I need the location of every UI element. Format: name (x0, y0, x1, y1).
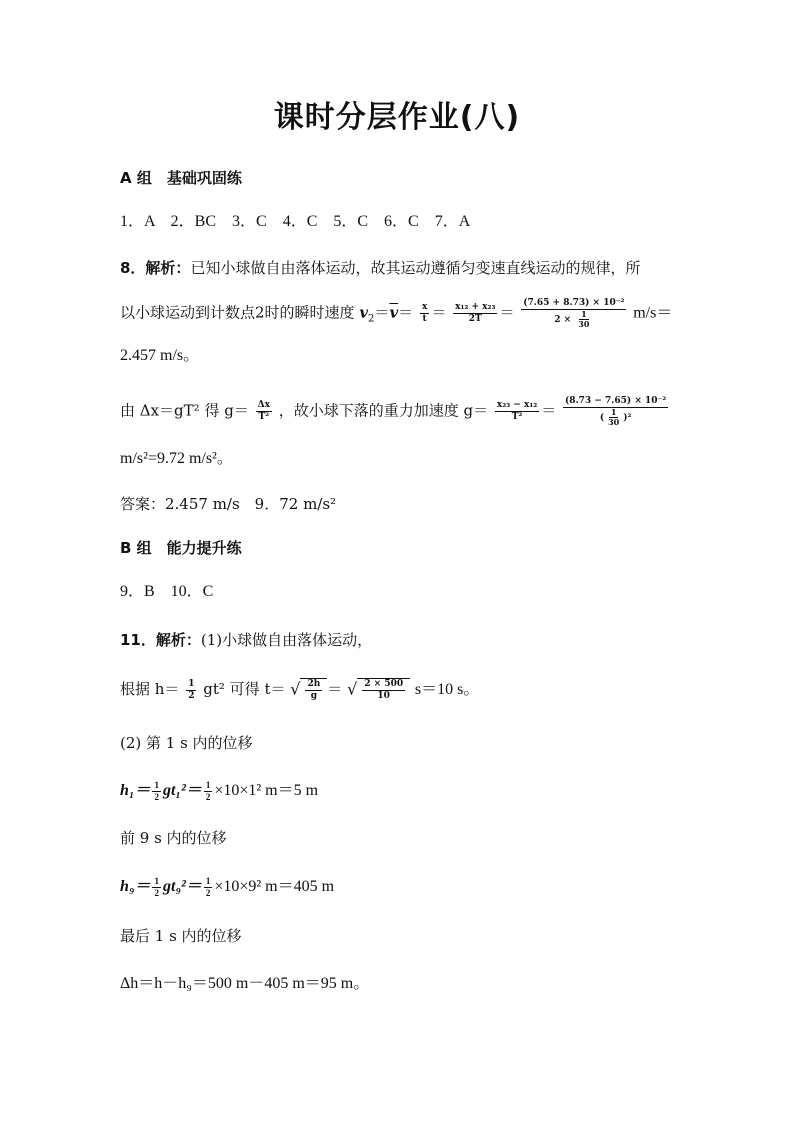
equals: ＝ (499, 303, 515, 322)
q8-line1 (120, 258, 640, 278)
fraction-dx-t2 (256, 400, 272, 423)
equals: ＝ (431, 303, 447, 322)
q11-line2-mid: gt² 可得 t＝ (203, 680, 286, 698)
answers-1-7: 1．A 2．BC 3．C 4．C 5．C 6．C 7．A (120, 213, 471, 230)
fraction-half (204, 876, 213, 899)
frac-den: 2T (468, 314, 482, 324)
result-velocity: 2.457 m/s。 (120, 347, 200, 364)
fraction-velocity-calc (521, 298, 626, 329)
result-g: m/s²=9.72 m/s²。 (120, 450, 233, 467)
frac-den (552, 310, 595, 329)
h1-equation (120, 780, 318, 803)
frac-den: T² (511, 412, 523, 422)
fraction-1-30 (606, 408, 621, 427)
q8-line2 (120, 298, 672, 330)
fraction-x-t (420, 302, 429, 325)
fraction-2h-g (305, 679, 322, 702)
fraction-g-calc (563, 396, 668, 427)
frac-den: 2 (188, 690, 195, 701)
frac-den: 2 (154, 792, 159, 802)
group-a-heading: A 组 基础巩固练 (120, 169, 242, 187)
fraction-half (152, 876, 161, 899)
equals: ＝ (541, 401, 557, 420)
frac-den: T² (258, 412, 270, 422)
v2-symbol: v (359, 303, 369, 322)
q11-part2: (2) 第 1 s 内的位移 (120, 734, 253, 752)
frac-num: 1 (188, 678, 195, 689)
frac-den: 10 (377, 691, 390, 701)
frac-num: 1 (154, 780, 159, 790)
frac-den: t (422, 314, 427, 324)
h9-equation (120, 876, 334, 899)
den-prefix: 2 × (554, 315, 572, 325)
last-1s-label: 最后 1 s 内的位移 (120, 927, 242, 945)
q8-line4 (120, 396, 670, 427)
frac-den: 2 (205, 888, 211, 898)
equals: ＝ (398, 303, 414, 322)
q11-line1 (120, 630, 372, 650)
sqrt-2h-g: √ $\frac{2h}{g}$ (290, 678, 327, 702)
unit-ms: m/s＝ (633, 304, 673, 322)
sqrt-calc: √ $\frac{2 \times 500}{10}$ (347, 678, 410, 702)
frac-num: 1 (581, 309, 587, 319)
frac-num: 1 (610, 407, 617, 417)
prev-9s-label: 前 9 s 内的位移 (120, 829, 227, 847)
fraction-half (186, 679, 196, 702)
v2-sub: 2 (368, 313, 375, 325)
frac-den: ( $\frac{1}{30}$ )² (599, 407, 632, 427)
frac-den: 2 (205, 792, 211, 802)
h1-formula: gt₁²＝ (162, 782, 202, 800)
h9-symbol: h₉＝ (120, 878, 151, 896)
frac-den: 30 (608, 417, 620, 427)
frac-num: 2h (307, 679, 321, 689)
frac-num: x₁₂ + x₂₃ (455, 302, 496, 312)
frac-num: 1 (205, 876, 211, 886)
fraction-1-30 (576, 310, 591, 329)
vbar-symbol: $\overline{v}$ (389, 303, 399, 322)
q11-part1: (1)小球做自由落体运动， (200, 631, 373, 649)
q11-line2-prefix: 根据 h＝ (120, 680, 180, 698)
equals: ＝ (374, 303, 390, 322)
frac-num: 1 (154, 876, 159, 886)
fraction-x23-x12 (495, 400, 539, 423)
frac-num: x₂₃ − x₁₂ (496, 400, 538, 410)
h9-calc: ×10×9² m＝405 m (214, 878, 335, 896)
answers-9-10: 9．B 10．C (120, 583, 214, 600)
fraction-1000-10 (362, 679, 405, 702)
q8-text1: 已知小球做自由落体运动，故其运动遵循匀变速直线运动的规律，所 (190, 259, 641, 277)
frac-num: 1 (205, 780, 211, 790)
frac-num: Δx (257, 400, 270, 410)
q8-answer: 答案：2.457 m/s 9．72 m/s² (120, 495, 337, 513)
fraction-half (152, 780, 161, 803)
page-title: 课时分层作业(八) (273, 100, 521, 135)
fraction-half (204, 780, 213, 803)
frac-num: (8.73 − 7.65) × 10⁻² (565, 396, 667, 406)
h1-calc: ×10×1² m＝5 m (214, 782, 319, 800)
q8-line4-prefix: 由 Δx＝gT² 得 g＝ (120, 401, 249, 420)
q8-line2-prefix: 以小球运动到计数点2时的瞬时速度 (120, 303, 355, 322)
frac-den: g (310, 691, 318, 701)
q11-line2: 根据 h＝ $\frac{1}{2}$ gt² 可得 t＝ √ $\frac{2h}{g}$ ＝ √ $\frac{2 \times 500}{10}$ s＝10 s。 (120, 678, 480, 701)
final-result: Δh＝h－h₉＝500 m－405 m＝95 m。 (120, 975, 370, 992)
frac-num: (7.65 + 8.73) × 10⁻² (523, 298, 625, 308)
q8-line4-mid: ，故小球下落的重力加速度 g＝ (278, 401, 489, 420)
fraction-x12-x23 (453, 302, 497, 325)
q8-label: 8．解析： (120, 259, 191, 277)
q11-line2-end: s＝10 s。 (414, 681, 480, 698)
frac-den: 30 (578, 319, 590, 329)
group-b-heading: B 组 能力提升练 (120, 539, 242, 557)
h1-symbol: h₁＝ (120, 782, 151, 800)
h9-formula: gt₉²＝ (162, 878, 202, 896)
frac-num: x (421, 302, 428, 312)
q11-label: 11．解析： (120, 631, 201, 649)
frac-num: 2 × 500 (364, 679, 404, 689)
frac-den: 2 (154, 888, 159, 898)
